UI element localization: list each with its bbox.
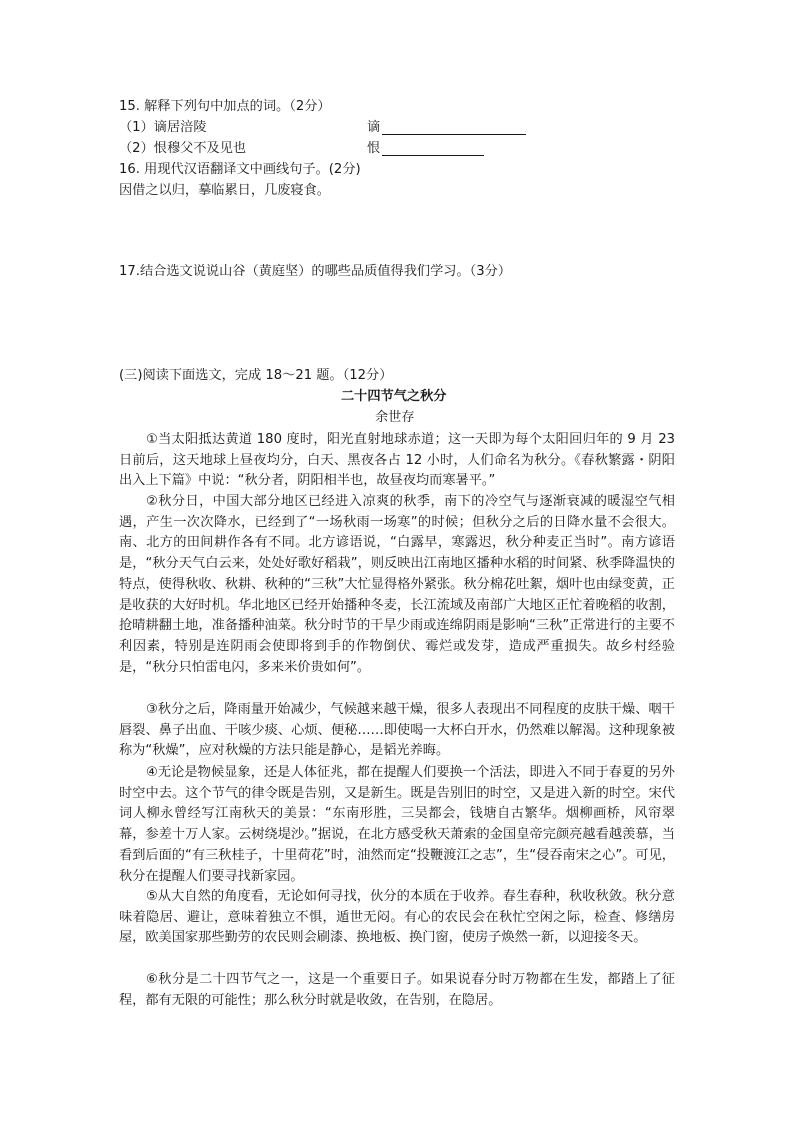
q15-item-1-key: 谪 — [367, 120, 381, 135]
article-paragraph-4: ④无论是物候显象，还是人体征兆，都在提醒人们要换一个活法，即进入不同于春夏的另外时空中去。这个节气的律令既是告别，又是新生。既是告别旧的时空，又是进入新的时空。宋代词人柳永曾经写江南秋天的美景：“东南形胜，三吴都会，钱塘自古繁华。烟柳画桥，风帘翠幕，参差十万人家。云树绕堤沙。”据说，在北方感受秋天萧索的金国皇帝完颜亮越看越羡慕，当看到后面的“有三秋桂子，十里荷花”时，油然而定“投鞭渡江之志”，生“侵吞南宋之心”。可见，秋分在提醒人们要寻找新家园。 — [119, 765, 675, 884]
q15-stem: 15. 解释下列句中加点的词。（2分） — [119, 99, 331, 114]
q17-stem: 17.结合选文说说山谷（黄庭坚）的哪些品质值得我们学习。（3分） — [119, 264, 512, 279]
q15-item-2: （2）恨穆父不及见也 — [119, 141, 247, 156]
article-paragraph-5: ⑤从大自然的角度看，无论如何寻找，伙分的本质在于收养。春生春种，秋收秋敛。秋分意味着隐居、避让，意味着独立不惧，遁世无闷。有心的农民会在秋忙空闲之际，检查、修缮房屋，欧美国家那些勤劳的农民则会刷漆、换地板、换门窗，使房子焕然一新，以迎接冬天。 — [119, 889, 675, 946]
q15-item-2-answer-blank[interactable] — [382, 155, 484, 156]
q15-item-1-answer-blank[interactable] — [382, 134, 526, 135]
article-paragraph-2: ②秋分日，中国大部分地区已经进入凉爽的秋季，南下的冷空气与逐渐衰减的暖湿空气相遇，产生一次次降水，已经到了“一场秋雨一场寒”的时候；但秋分之后的日降水量不会很大。南、北方的田间耕作各有不同。北方谚语说，“白露早，寒露迟，秋分种麦正当时”。南方谚语是，“秋分天气白云来，处处好歌好稻栽”，则反映出江南地区播种水稻的时间紧、秋季降温快的特点，使得秋收、秋耕、秋种的“三秋”大忙显得格外紧张。秋分棉花吐絮，烟叶也由绿变黄，正是收获的大好时机。华北地区已经开始播种冬麦，长江流域及南部广大地区正忙着晚稻的收割，抢晴耕翻土地，准备播种油菜。秋分时节的干旱少雨或连绵阴雨是影响“三秋”正常进行的主要不利因素，特别是连阴雨会使即将到手的作物倒伏、霉烂或发芽，造成严重损失。故乡村经验是，“秋分只怕雷电闪，多来米价贵如何”。 — [119, 494, 675, 675]
q16-stem: 16. 用现代汉语翻译文中画线句子。(2分) — [119, 162, 361, 177]
article-paragraph-6: ⑥秋分是二十四节气之一，这是一个重要日子。如果说春分时万物都在生发，都踏上了征程，都有无限的可能性；那么秋分时就是收敛，在告别，在隐居。 — [119, 972, 675, 1008]
q15-item-2-key: 恨 — [367, 141, 381, 156]
article-title: 二十四节气之秋分 — [341, 389, 447, 404]
q16-sentence: 因借之以归，摹临累日，几废寝食。 — [119, 183, 330, 198]
section3-intro: (三)阅读下面选文，完成 18～21 题。（12分） — [119, 368, 393, 383]
q15-item-1: （1）谪居涪陵 — [119, 120, 207, 135]
article-paragraph-3: ③秋分之后，降雨量开始减少，气候越来越干燥，很多人表现出不同程度的皮肤干燥、咽干唇裂、鼻子出血、干咳少痰、心烦、便秘……即使喝一大杯白开水，仍然难以解渴。这种现象被称为“秋燥”，应对秋燥的方法只能是静心，是韬光养晦。 — [119, 702, 675, 759]
article-author: 余世存 — [375, 410, 415, 425]
article-paragraph-1: ①当太阳抵达黄道 180 度时，阳光直射地球赤道；这一天即为每个太阳回归年的 9 月 23 日前后，这天地球上昼夜均分，白天、黑夜各占 12 小时，人们命名为秋分。《春秋繁露・阴阳出入上下篇》中说：“秋分者，阴阳相半也，故昼夜均而寒暑平。” — [119, 432, 675, 489]
